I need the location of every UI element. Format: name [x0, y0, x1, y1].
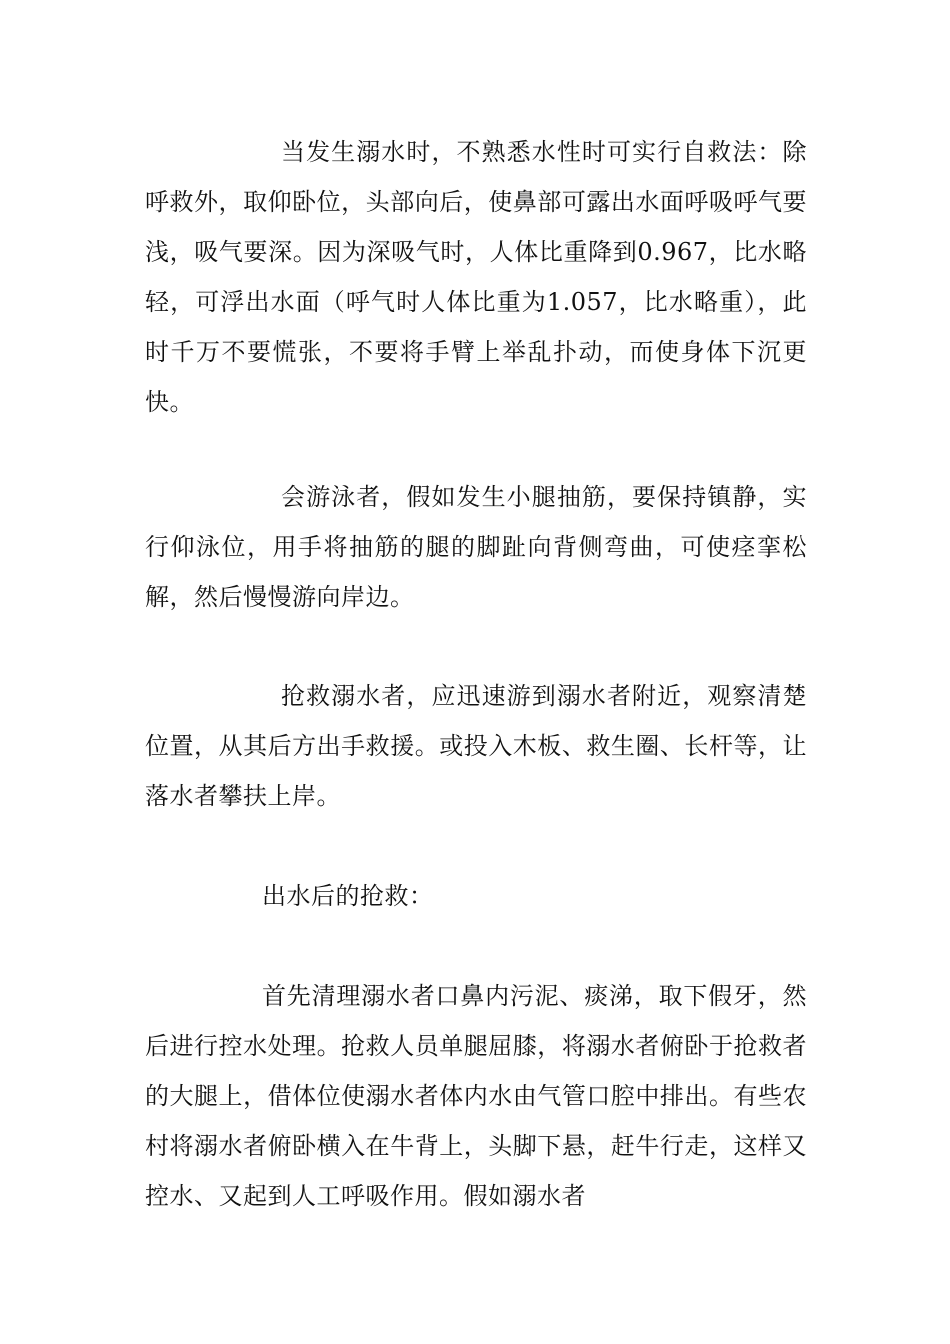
paragraph-self-rescue: 当发生溺水时，不熟悉水性时可实行自救法：除呼救外，取仰卧位，头部向后，使鼻部可露出水面呼吸呼气要浅，吸气要深。因为深吸气时，人体比重降到0.967，比水略轻，可浮出水面（呼气时人体比重为1.057，比水略重），此时千万不要慌张，不要将手臂上举乱扑动，而使身体下沉更快。: [145, 138, 807, 416]
paragraph-water-control: 首先清理溺水者口鼻内污泥、痰涕，取下假牙，然后进行控水处理。抢救人员单腿屈膝，将溺水者俯卧于抢救者的大腿上，借体位使溺水者体内水由气管口腔中排出。有些农村将溺水者俯卧横入在牛背上，头脚下悬，赶牛行走，这样又控水、又起到人工呼吸作用。假如溺水者: [145, 982, 807, 1210]
paragraph-rescue-drowning: 抢救溺水者，应迅速游到溺水者附近，观察清楚位置，从其后方出手救援。或投入木板、救生圈、长杆等，让落水者攀扶上岸。: [145, 682, 807, 810]
paragraph-leg-cramp: 会游泳者，假如发生小腿抽筋，要保持镇静，实行仰泳位，用手将抽筋的腿的脚趾向背侧弯曲，可使痉挛松解，然后慢慢游向岸边。: [145, 483, 807, 611]
section-heading-after-rescue: 出水后的抢救：: [262, 882, 434, 910]
